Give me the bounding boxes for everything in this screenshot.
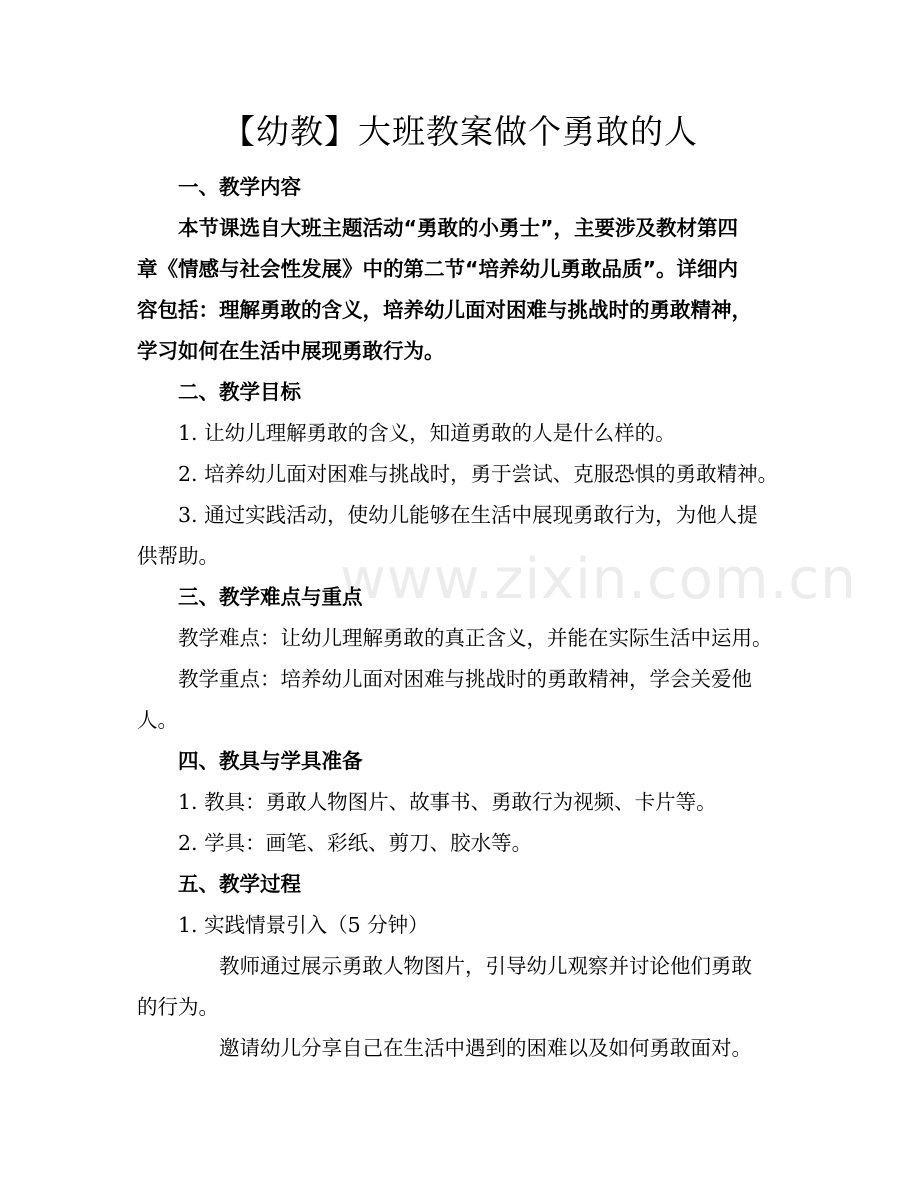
paragraph-line: 教学重点：培养幼儿面对困难与挑战时的勇敢精神，学会关爱他 [178,667,752,691]
section-heading-4: 四、教具与学具准备 [178,749,363,773]
list-item: 1. 让幼儿理解勇敢的含义，知道勇敢的人是什么样的。 [178,421,676,445]
paragraph-line: 邀请幼儿分享自己在生活中遇到的困难以及如何勇敢面对。 [219,1036,752,1060]
section-heading-3: 三、教学难点与重点 [178,585,363,609]
watermark-text: www.zixin.com.cn [340,547,857,612]
paragraph-line: 的行为。 [137,995,219,1019]
list-item-continuation: 供帮助。 [137,544,219,568]
list-item: 1. 教具：勇敢人物图片、故事书、勇敢行为视频、卡片等。 [178,790,717,814]
paragraph-line: 教学难点：让幼儿理解勇敢的真正含义，并能在实际生活中运用。 [178,626,773,650]
paragraph-line: 容包括：理解勇敢的含义，培养幼儿面对困难与挑战时的勇敢精神， [137,298,752,322]
list-item: 2. 学具：画笔、彩纸、剪刀、胶水等。 [178,831,533,855]
document-title: 【幼教】大班教案做个勇敢的人 [222,112,698,151]
list-item: 2. 培养幼儿面对困难与挑战时，勇于尝试、克服恐惧的勇敢精神。 [178,462,779,486]
paragraph-line: 人。 [137,708,178,732]
list-item: 3. 通过实践活动，使幼儿能够在生活中展现勇敢行为，为他人提 [178,503,758,527]
paragraph-line: 章《情感与社会性发展》中的第二节“培养幼儿勇敢品质”。详细内 [137,257,738,281]
paragraph-line: 本节课选自大班主题活动“勇敢的小勇士”，主要涉及教材第四 [178,216,738,240]
paragraph-line: 教师通过展示勇敢人物图片，引导幼儿观察并讨论他们勇敢 [219,954,752,978]
list-item: 1. 实践情景引入（5 分钟） [178,913,429,937]
section-heading-5: 五、教学过程 [178,872,301,896]
paragraph-line: 学习如何在生活中展现勇敢行为。 [137,339,445,363]
section-heading-1: 一、教学内容 [178,175,301,199]
section-heading-2: 二、教学目标 [178,380,301,404]
